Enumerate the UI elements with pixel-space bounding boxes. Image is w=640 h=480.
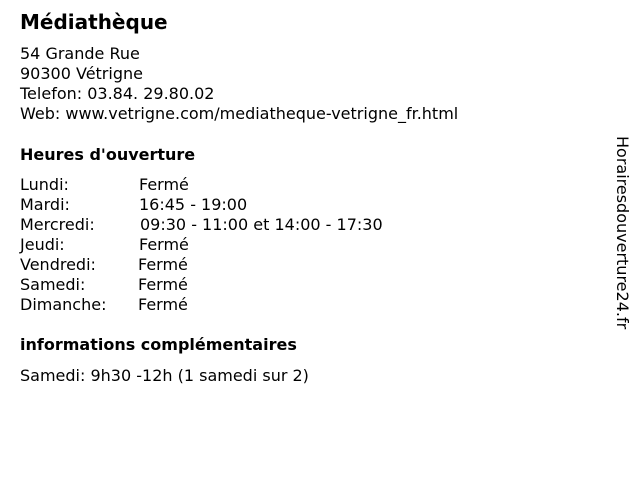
hours-day: Lundi: [20,175,69,194]
hours-time: Fermé [138,255,188,274]
info-heading: informations complémentaires [20,335,297,354]
address-street: 54 Grande Rue [20,44,140,63]
address-phone: Telefon: 03.84. 29.80.02 [20,84,215,103]
hours-day: Samedi: [20,275,86,294]
hours-time: Fermé [138,295,188,314]
hours-day: Mardi: [20,195,70,214]
address-block [20,44,458,124]
hours-time: 16:45 - 19:00 [139,195,248,214]
hours-day: Vendredi: [20,255,96,274]
address-city: 90300 Vétrigne [20,64,143,83]
hours-day: Mercredi: [20,215,95,234]
hours-day: Jeudi: [20,235,65,254]
hours-time: Fermé [138,275,188,294]
watermark-text: Horairesdouverture24.fr [613,136,632,330]
hours-time: Fermé [139,175,189,194]
hours-time: Fermé [139,235,189,254]
address-web: Web: www.vetrigne.com/mediatheque-vetrigne_fr.html [20,104,459,123]
hours-day: Dimanche: [20,295,107,314]
watermark [612,136,632,372]
info-text: Samedi: 9h30 -12h (1 samedi sur 2) [20,366,309,385]
hours-time: 09:30 - 11:00 et 14:00 - 17:30 [140,215,383,234]
page-title: Médiathèque [20,10,168,34]
hours-heading: Heures d'ouverture [20,145,196,164]
